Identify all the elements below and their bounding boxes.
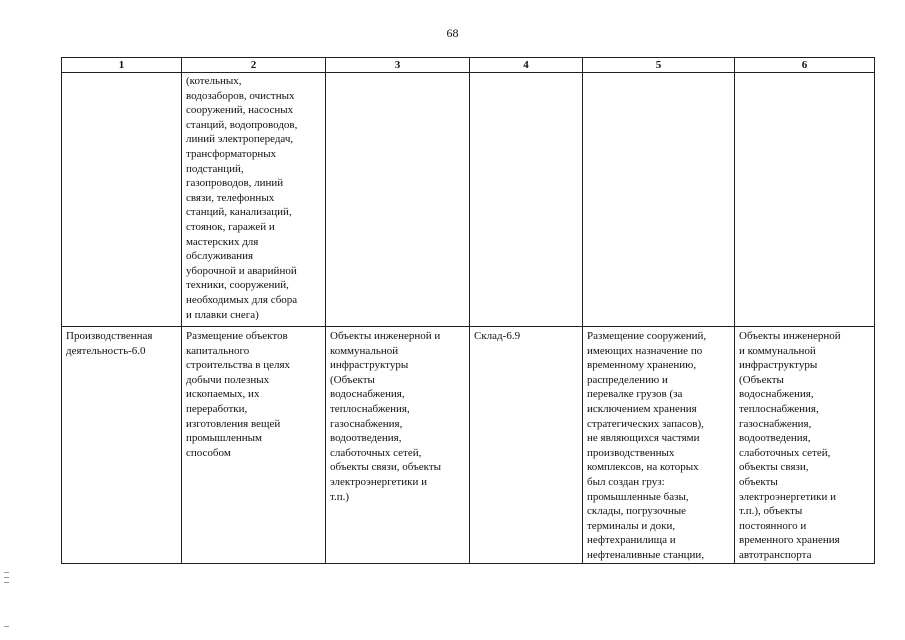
table-cell: Объекты инженерной и коммунальной инфраструктуры (Объекты водоснабжения, теплоснабжения, газоснабжения, водоотведения, слаботочных сетей, объекты связи, объекты электроэнергетики и т.п.), объекты постоянного и временного хранения автотранспорта	[735, 327, 875, 564]
column-header-1: 1	[62, 58, 182, 73]
table-cell	[470, 73, 583, 327]
column-header-4: 4	[470, 58, 583, 73]
table-cell	[326, 73, 470, 327]
scan-edge-mark	[4, 582, 9, 583]
table-cell	[62, 73, 182, 327]
scan-edge-mark	[4, 577, 9, 578]
table-cell: Производственная деятельность-6.0	[62, 327, 182, 564]
zoning-table	[61, 57, 875, 564]
table-cell: Объекты инженерной и коммунальной инфраструктуры (Объекты водоснабжения, теплоснабжения, газоснабжения, водоотведения, слаботочных сетей, объекты связи, объекты электроэнергетики и т.п.)	[326, 327, 470, 564]
column-header-6: 6	[735, 58, 875, 73]
table-cell: (котельных, водозаборов, очистных сооружений, насосных станций, водопроводов, линий электропередач, трансформаторных подстанций, газопроводов, линий связи, телефонных станций, канализаций, стоянок, гаражей и мастерских для обслуживания уборочной и аварийной техники, сооружений, необходимых для сбора и плавки снега)	[182, 73, 326, 327]
table-row	[62, 73, 875, 327]
table-cell	[583, 73, 735, 327]
header-row	[62, 58, 875, 73]
table-cell: Размещение сооружений, имеющих назначение по временному хранению, распределению и перевалке грузов (за исключением хранения стратегических запасов), не являющихся частями производственных комплексов, на которых был создан груз: промышленные базы, склады, погрузочные терминалы и доки, нефтехранилища и нефтеналивные станции,	[583, 327, 735, 564]
table-row	[62, 327, 875, 564]
column-header-3: 3	[326, 58, 470, 73]
table-cell: Склад-6.9	[470, 327, 583, 564]
table-cell	[735, 73, 875, 327]
column-header-5: 5	[583, 58, 735, 73]
scan-edge-mark	[4, 626, 9, 627]
table-cell: Размещение объектов капитального строительства в целях добычи полезных ископаемых, их переработки, изготовления вещей промышленным способом	[182, 327, 326, 564]
column-header-2: 2	[182, 58, 326, 73]
page-number: 68	[446, 26, 459, 40]
scan-edge-mark	[4, 572, 9, 573]
